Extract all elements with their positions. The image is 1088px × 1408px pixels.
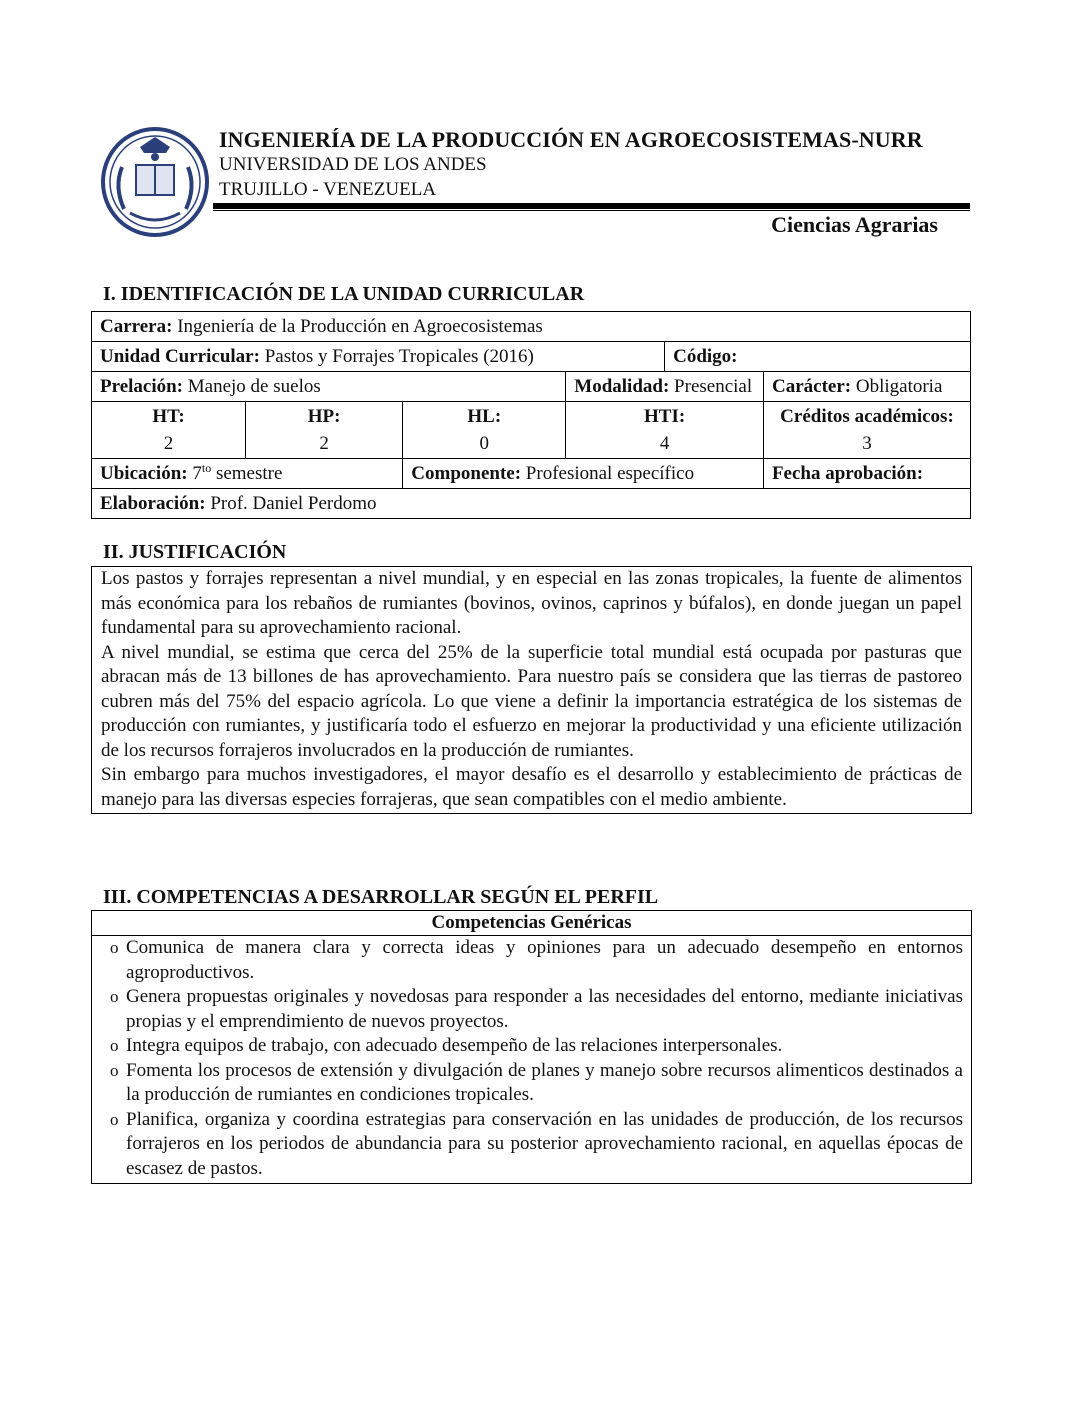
header-rule xyxy=(213,203,970,209)
list-item: o Genera propuestas originales y novedosas para responder a las necesidades del entorno, mediante iniciativas propias y el emprendimiento de nuevos proyectos. xyxy=(110,986,963,1032)
modalidad-cell: Modalidad: Presencial xyxy=(566,372,764,402)
section-1-title: I. IDENTIFICACIÓN DE LA UNIDAD CURRICULAR xyxy=(103,283,585,305)
section-3-title: III. COMPETENCIAS A DESARROLLAR SEGÚN EL PERFIL xyxy=(103,886,659,908)
justification-paragraph: A nivel mundial, se estima que cerca del 25% de la superficie total mundial está ocupada por pasturas que abracan más de 13 billones de has aprovechamiento. Para nuestro país se considera que las tierras de pastoreo cubren más del 75% del espacio agrícola. Lo que viene a definir la importancia estratégica de los sistemas de producción con rumiantes, y justificaría todo el esfuerzo en mejorar la productividad y una eficiente utilización de los recursos forrajeros involucrados en la producción de rumiantes. xyxy=(101,641,962,761)
justification-box xyxy=(91,566,972,814)
elaboracion-cell: Elaboración: Prof. Daniel Perdomo xyxy=(92,489,971,519)
prelacion-cell: Prelación: Manejo de suelos xyxy=(92,372,566,402)
justification-paragraph: Sin embargo para muchos investigadores, el mayor desafío es el desarrollo y establecimiento de prácticas de manejo para las diversas especies forrajeras, que sean compatibles con el medio ambiente. xyxy=(101,764,962,810)
competencies-box xyxy=(91,910,972,1184)
university-name: UNIVERSIDAD DE LOS ANDES xyxy=(219,154,487,175)
header-rule-thin xyxy=(213,210,970,211)
bullet-icon: o xyxy=(110,1060,119,1080)
bullet-icon: o xyxy=(110,987,119,1006)
section-2-title: II. JUSTIFICACIÓN xyxy=(103,541,287,563)
unidad-cell: Unidad Curricular: Pastos y Forrajes Tropicales (2016) xyxy=(92,342,665,372)
list-item: o Fomenta los procesos de extensión y divulgación de planes y manejo sobre recursos alimenticos destinados a la producción de rumiantes en condiciones tropicales. xyxy=(110,1059,963,1105)
identification-table xyxy=(91,311,971,519)
ubicacion-cell: Ubicación: $7^{to}$ semestre xyxy=(92,459,403,489)
university-seal-logo xyxy=(100,127,210,237)
hours-hl-cell: HL: 0 xyxy=(403,402,566,459)
justification-paragraph: Los pastos y forrajes representan a nivel mundial, y en especial en las zonas tropicales, la fuente de alimentos más económica para los rebaños de rumiantes (bovinos, ovinos, caprinos y búfalos), en donde juegan un papel fundamental para su aprovechamiento racional. xyxy=(101,568,962,638)
hours-hti-cell: HTI: 4 xyxy=(566,402,764,459)
carrera-cell: Carrera: Ingeniería de la Producción en Agroecosistemas xyxy=(92,312,971,342)
credits-cell: Créditos académicos: 3 xyxy=(763,402,970,459)
list-item: o Planifica, organiza y coordina estrategias para conservación en las unidades de producción, de los recursos forrajeros en los periodos de abundancia para su posterior aprovechamiento racional, en aquellas épocas de escasez de pastos. xyxy=(110,1108,963,1179)
caracter-cell: Carácter: Obligatoria xyxy=(764,372,971,402)
list-item: o Integra equipos de trabajo, con adecuado desempeño de las relaciones interpersonales. xyxy=(100,1034,963,1059)
fecha-cell: Fecha aprobación: xyxy=(763,459,970,489)
department-name: Ciencias Agrarias xyxy=(771,212,938,237)
hours-hp-cell: HP: 2 xyxy=(246,402,403,459)
hours-ht-cell: HT: 2 xyxy=(92,402,246,459)
location: TRUJILLO - VENEZUELA xyxy=(219,179,437,200)
componente-cell: Componente: Profesional específico xyxy=(403,459,764,489)
bullet-icon: o xyxy=(110,1036,119,1055)
bullet-icon: o xyxy=(110,1109,119,1129)
competencies-subtitle: Competencias Genéricas xyxy=(92,911,971,936)
list-item: o Comunica de manera clara y correcta ideas y opiniones para un adecuado desempeño en entornos agroproductivos. xyxy=(110,937,963,983)
competencies-list xyxy=(92,936,971,1183)
institution-title: INGENIERÍA DE LA PRODUCCIÓN EN AGROECOSISTEMAS-NURR xyxy=(219,127,923,152)
bullet-icon: o xyxy=(110,938,119,957)
codigo-cell: Código: xyxy=(665,342,971,372)
